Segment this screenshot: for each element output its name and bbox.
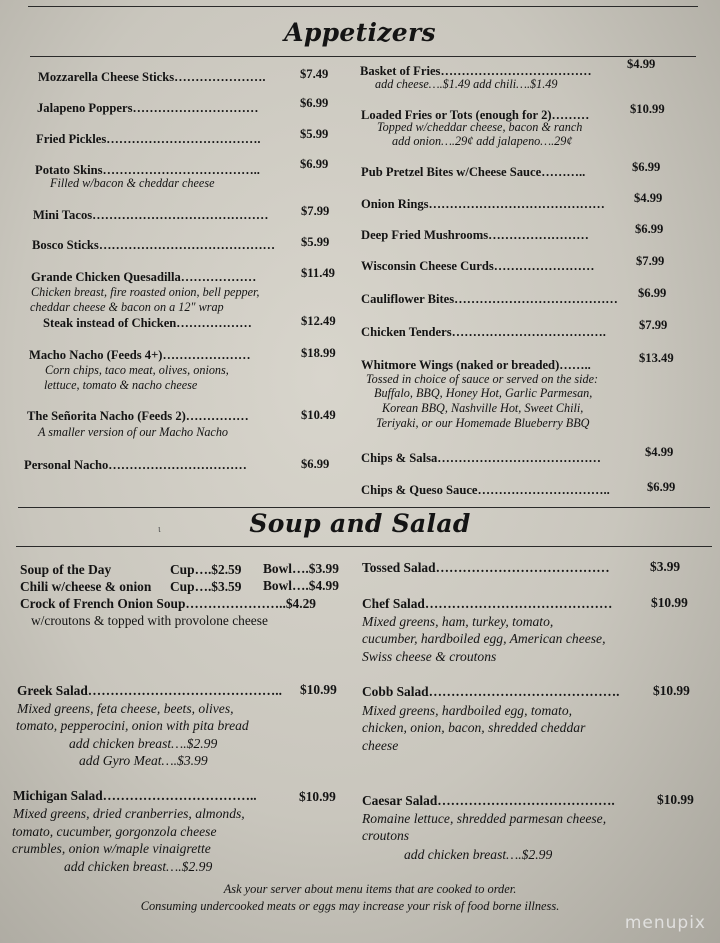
menu-item <box>33 207 268 223</box>
item-price: $10.99 <box>653 683 690 698</box>
menupix-watermark-logo: menupix <box>624 913 706 933</box>
item-price: $7.99 <box>636 254 665 268</box>
menu-item <box>362 595 612 613</box>
item-price: $3.99 <box>650 559 681 574</box>
item-name: Greek Salad…………………………………….. <box>17 683 282 698</box>
item-description: Mixed greens, feta cheese, beets, olives, <box>17 701 234 716</box>
item-description: Buffalo, BBQ, Honey Hot, Garlic Parmesan, <box>374 386 593 400</box>
item-price: $13.49 <box>639 351 674 365</box>
menu-item <box>362 559 610 577</box>
item-name: Whitmore Wings (naked or breaded)…….. <box>361 358 591 372</box>
item-description: Mixed greens, ham, turkey, tomato, <box>362 614 554 629</box>
item-name: Macho Nacho (Feeds 4+)………………… <box>29 348 251 362</box>
item-price: $6.99 <box>300 157 329 171</box>
item-price: $5.99 <box>300 127 329 141</box>
item-description: add onion….29¢ add jalapeno….29¢ <box>392 134 573 148</box>
item-name: Onion Rings…………………………………… <box>361 197 605 211</box>
menu-item <box>13 787 257 805</box>
item-description: cheddar cheese & bacon on a 12" wrap <box>30 300 224 314</box>
item-description: Korean BBQ, Nashville Hot, Sweet Chili, <box>382 401 584 415</box>
menu-item <box>361 227 589 243</box>
soup-salad-heading: Soup and Salad <box>249 509 471 538</box>
item-name: The Señorita Nacho (Feeds 2)…………… <box>27 409 249 423</box>
item-name: Personal Nacho…………………………… <box>24 458 247 472</box>
item-name: Chicken Tenders………………………………. <box>361 325 606 339</box>
cooked-to-order-note: Ask your server about menu items that are cooked to order. <box>223 882 517 896</box>
soup-bowl-price: Bowl….$4.99 <box>263 578 339 593</box>
menu-item <box>43 315 252 331</box>
item-price: $6.99 <box>632 160 661 174</box>
soup-row <box>20 595 316 613</box>
item-description: cheese <box>362 738 399 753</box>
item-price: $10.99 <box>630 102 665 116</box>
menu-item <box>17 682 282 700</box>
item-name: Mozzarella Cheese Sticks…………………. <box>38 70 266 84</box>
item-price: $6.99 <box>300 96 329 110</box>
item-name: Steak instead of Chicken……………… <box>43 316 252 330</box>
item-price: $6.99 <box>647 480 676 494</box>
soup-row <box>20 561 111 579</box>
menu-item <box>29 347 251 363</box>
item-description: Filled w/bacon & cheddar cheese <box>50 176 215 190</box>
item-price: $4.99 <box>645 445 674 459</box>
item-description: Tossed in choice of sauce or served on the side: <box>366 372 599 386</box>
food-safety-note: Consuming undercooked meats or eggs may increase your risk of food borne illness. <box>140 899 560 913</box>
item-addon: add chicken breast….$2.99 <box>64 859 213 874</box>
item-name: Bosco Sticks…………………………………… <box>32 238 276 252</box>
menu-item <box>24 457 247 473</box>
item-name: Jalapeno Poppers………………………… <box>37 101 259 115</box>
item-description: Teriyaki, or our Homemade Blueberry BBQ <box>376 416 590 430</box>
soup-salad-rule <box>16 546 712 547</box>
menu-item <box>31 269 256 285</box>
menu-item <box>361 482 610 498</box>
item-price: $10.99 <box>651 595 688 610</box>
item-addon: add chicken breast….$2.99 <box>69 736 218 751</box>
soup-bowl-price: Bowl….$3.99 <box>263 561 339 576</box>
item-name: Michigan Salad…………………………….. <box>13 788 257 803</box>
item-description: lettuce, tomato & nacho cheese <box>44 378 198 392</box>
item-price: $7.49 <box>300 67 329 81</box>
item-name: Cauliflower Bites………………………………… <box>361 292 618 306</box>
item-price: $10.99 <box>299 789 336 804</box>
item-description: Swiss cheese & croutons <box>362 649 497 664</box>
top-rule <box>28 6 698 7</box>
item-description: A smaller version of our Macho Nacho <box>38 425 229 439</box>
menu-item <box>38 69 265 85</box>
item-description: tomato, pepperocini, onion with pita bread <box>16 718 249 733</box>
menu-item <box>36 131 261 147</box>
item-description: Topped w/cheddar cheese, bacon & ranch <box>377 120 583 134</box>
item-name: Loaded Fries or Tots (enough for 2)……… <box>361 108 590 122</box>
soup-name: Chili w/cheese & onion <box>20 579 152 594</box>
item-price: $7.99 <box>639 318 668 332</box>
menu-item <box>32 237 275 253</box>
scan-mark: ι <box>158 524 161 535</box>
item-price: $18.99 <box>301 346 336 360</box>
soup-name: Soup of the Day <box>20 562 112 577</box>
item-name: Tossed Salad………………………………… <box>362 560 610 575</box>
soup-cup-price: Cup….$2.59 <box>170 562 242 577</box>
menu-item <box>361 324 606 340</box>
item-description: Mixed greens, hardboiled egg, tomato, <box>362 703 573 718</box>
item-price: $6.99 <box>635 222 664 236</box>
item-addon: add chicken breast….$2.99 <box>404 847 553 862</box>
item-description: croutons <box>362 828 410 843</box>
item-name: Pub Pretzel Bites w/Cheese Sauce……….. <box>361 165 586 179</box>
soup-salad-top-rule <box>18 507 710 508</box>
item-name: Wisconsin Cheese Curds…………………… <box>361 259 595 273</box>
menu-item <box>27 408 249 424</box>
menu-item <box>37 100 258 116</box>
item-description: Romaine lettuce, shredded parmesan cheese, <box>362 811 607 826</box>
item-description: cucumber, hardboiled egg, American cheese, <box>362 631 606 646</box>
item-name: Mini Tacos…………………………………… <box>33 208 269 222</box>
soup-row <box>20 578 151 596</box>
item-description: crumbles, onion w/maple vinaigrette <box>12 841 211 856</box>
item-name: Fried Pickles………………………………. <box>36 132 261 146</box>
soup-description: w/croutons & topped with provolone cheese <box>31 613 268 628</box>
item-description: chicken, onion, bacon, shredded cheddar <box>362 720 586 735</box>
item-name: Chips & Salsa………………………………… <box>361 451 602 465</box>
item-name: Basket of Fries……………………………… <box>360 64 592 78</box>
item-name: Potato Skins……………………………….. <box>35 163 260 177</box>
menu-item <box>362 792 615 810</box>
item-description: add cheese….$1.49 add chili….$1.49 <box>375 77 558 91</box>
item-price: $4.99 <box>634 191 663 205</box>
soup-name: Crock of French Onion Soup…………………..$4.29 <box>20 596 316 611</box>
item-description: Chicken breast, fire roasted onion, bell pepper, <box>31 285 260 299</box>
menu-item <box>361 291 618 307</box>
appetizers-rule <box>30 56 696 57</box>
item-description: Corn chips, taco meat, olives, onions, <box>45 363 229 377</box>
item-name: Cobb Salad……………………………………. <box>362 684 620 699</box>
item-price: $5.99 <box>301 235 330 249</box>
item-price: $6.99 <box>638 286 667 300</box>
item-name: Chef Salad…………………………………… <box>362 596 613 611</box>
menu-item <box>362 683 619 701</box>
item-price: $10.99 <box>657 792 694 807</box>
item-price: $7.99 <box>301 204 330 218</box>
item-price: $10.49 <box>301 408 336 422</box>
item-name: Chips & Queso Sauce………………………….. <box>361 483 610 497</box>
item-price: $6.99 <box>301 457 330 471</box>
item-price: $11.49 <box>301 266 335 280</box>
soup-cup-price: Cup….$3.59 <box>170 579 242 594</box>
item-price: $4.99 <box>627 57 656 71</box>
menu-item <box>361 258 594 274</box>
item-name: Grande Chicken Quesadilla……………… <box>31 270 257 284</box>
item-name: Caesar Salad…………………………………. <box>362 793 615 808</box>
menu-item <box>361 450 601 466</box>
menu-item <box>361 196 605 212</box>
item-price: $12.49 <box>301 314 336 328</box>
item-description: Mixed greens, dried cranberries, almonds, <box>13 806 245 821</box>
appetizers-heading: Appetizers <box>284 18 436 47</box>
item-addon: add Gyro Meat….$3.99 <box>79 753 208 768</box>
item-description: tomato, cucumber, gorgonzola cheese <box>12 824 217 839</box>
menu-item <box>361 164 585 180</box>
item-name: Deep Fried Mushrooms…………………… <box>361 228 589 242</box>
item-price: $10.99 <box>300 682 337 697</box>
